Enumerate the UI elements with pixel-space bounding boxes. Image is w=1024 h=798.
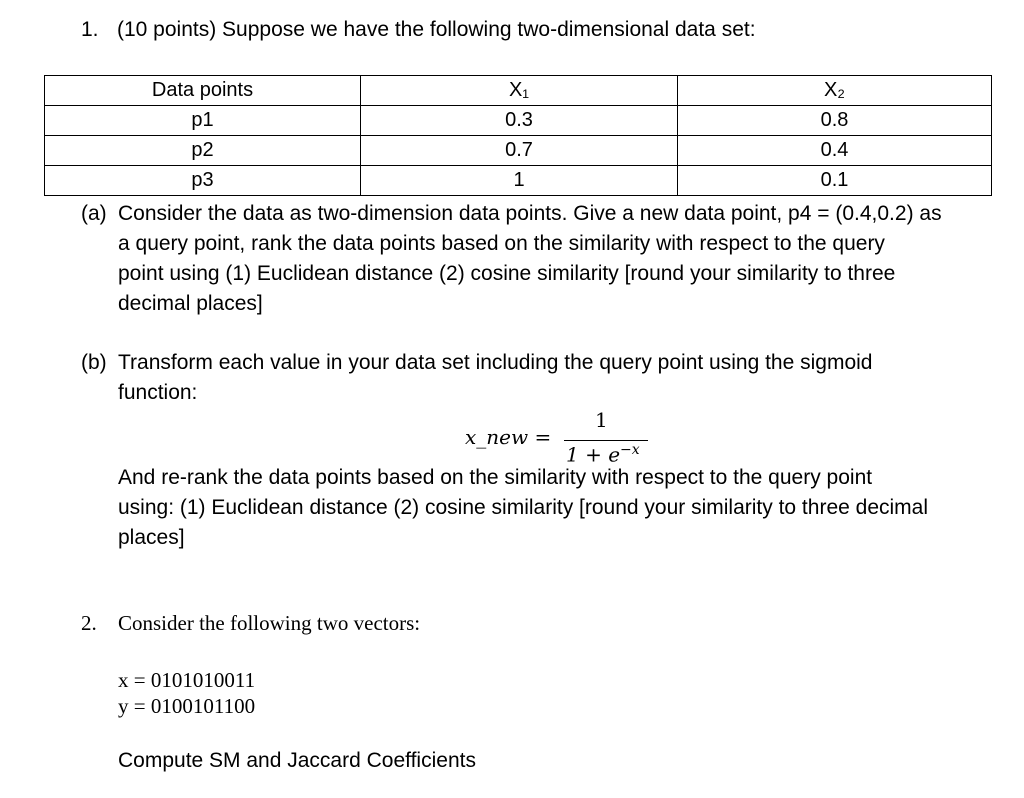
table-header-cell: X₂ bbox=[678, 76, 992, 106]
part-a-line: decimal places] bbox=[118, 292, 263, 315]
part-b-label: (b) bbox=[81, 351, 107, 374]
part-b-line: using: (1) Euclidean distance (2) cosine similarity [round your similarity to three decimal bbox=[118, 496, 928, 519]
table-cell: 0.1 bbox=[678, 166, 992, 196]
table-cell: p3 bbox=[45, 166, 361, 196]
table-cell: 1 bbox=[361, 166, 678, 196]
part-b-rerank bbox=[118, 463, 928, 553]
table-cell: 0.4 bbox=[678, 136, 992, 166]
part-b-line: Transform each value in your data set including the query point using the sigmoid bbox=[118, 351, 873, 374]
table-header-row bbox=[45, 76, 992, 106]
data-table bbox=[44, 75, 992, 196]
table-cell: 0.3 bbox=[361, 106, 678, 136]
part-a-line: Consider the data as two-dimension data points. Give a new data point, p4 = (0.4,0.2) as bbox=[118, 202, 942, 225]
part-b-line: function: bbox=[118, 381, 198, 404]
table-header-cell: X₁ bbox=[361, 76, 678, 106]
question-2-number: 2. bbox=[81, 611, 97, 635]
task-text: Compute SM and Jaccard Coefficients bbox=[118, 749, 476, 772]
part-a-text bbox=[118, 199, 942, 319]
question-1-text: (10 points) Suppose we have the following two-dimensional data set: bbox=[117, 18, 756, 41]
table-cell: p1 bbox=[45, 106, 361, 136]
table-header-cell: Data points bbox=[45, 76, 361, 106]
table-row bbox=[45, 166, 992, 196]
question-1-heading bbox=[81, 18, 756, 42]
vector-y: y = 0100101100 bbox=[118, 694, 256, 718]
part-b-intro bbox=[118, 348, 872, 408]
part-b-line: places] bbox=[118, 526, 185, 549]
table-row bbox=[45, 106, 992, 136]
question-2-text: Consider the following two vectors: bbox=[118, 611, 421, 635]
formula-numerator: 1 bbox=[595, 408, 608, 432]
fraction-bar bbox=[564, 440, 648, 441]
formula-lhs: x_new = bbox=[465, 425, 552, 449]
denominator-exponent: −x bbox=[620, 442, 640, 458]
table-row bbox=[45, 136, 992, 166]
part-a-line: point using (1) Euclidean distance (2) cosine similarity [round your similarity to three bbox=[118, 262, 896, 285]
table-cell: 0.8 bbox=[678, 106, 992, 136]
part-a-line: a query point, rank the data points based on the similarity with respect to the query bbox=[118, 232, 885, 255]
question-2-heading bbox=[81, 611, 420, 636]
table-cell: 0.7 bbox=[361, 136, 678, 166]
table-cell: p2 bbox=[45, 136, 361, 166]
part-b-line: And re-rank the data points based on the similarity with respect to the query point bbox=[118, 466, 873, 489]
denominator-base: 1 + e bbox=[566, 442, 621, 467]
vector-x: x = 0101010011 bbox=[118, 668, 256, 692]
part-a-label: (a) bbox=[81, 202, 107, 225]
question-1-number: 1. bbox=[81, 18, 99, 41]
